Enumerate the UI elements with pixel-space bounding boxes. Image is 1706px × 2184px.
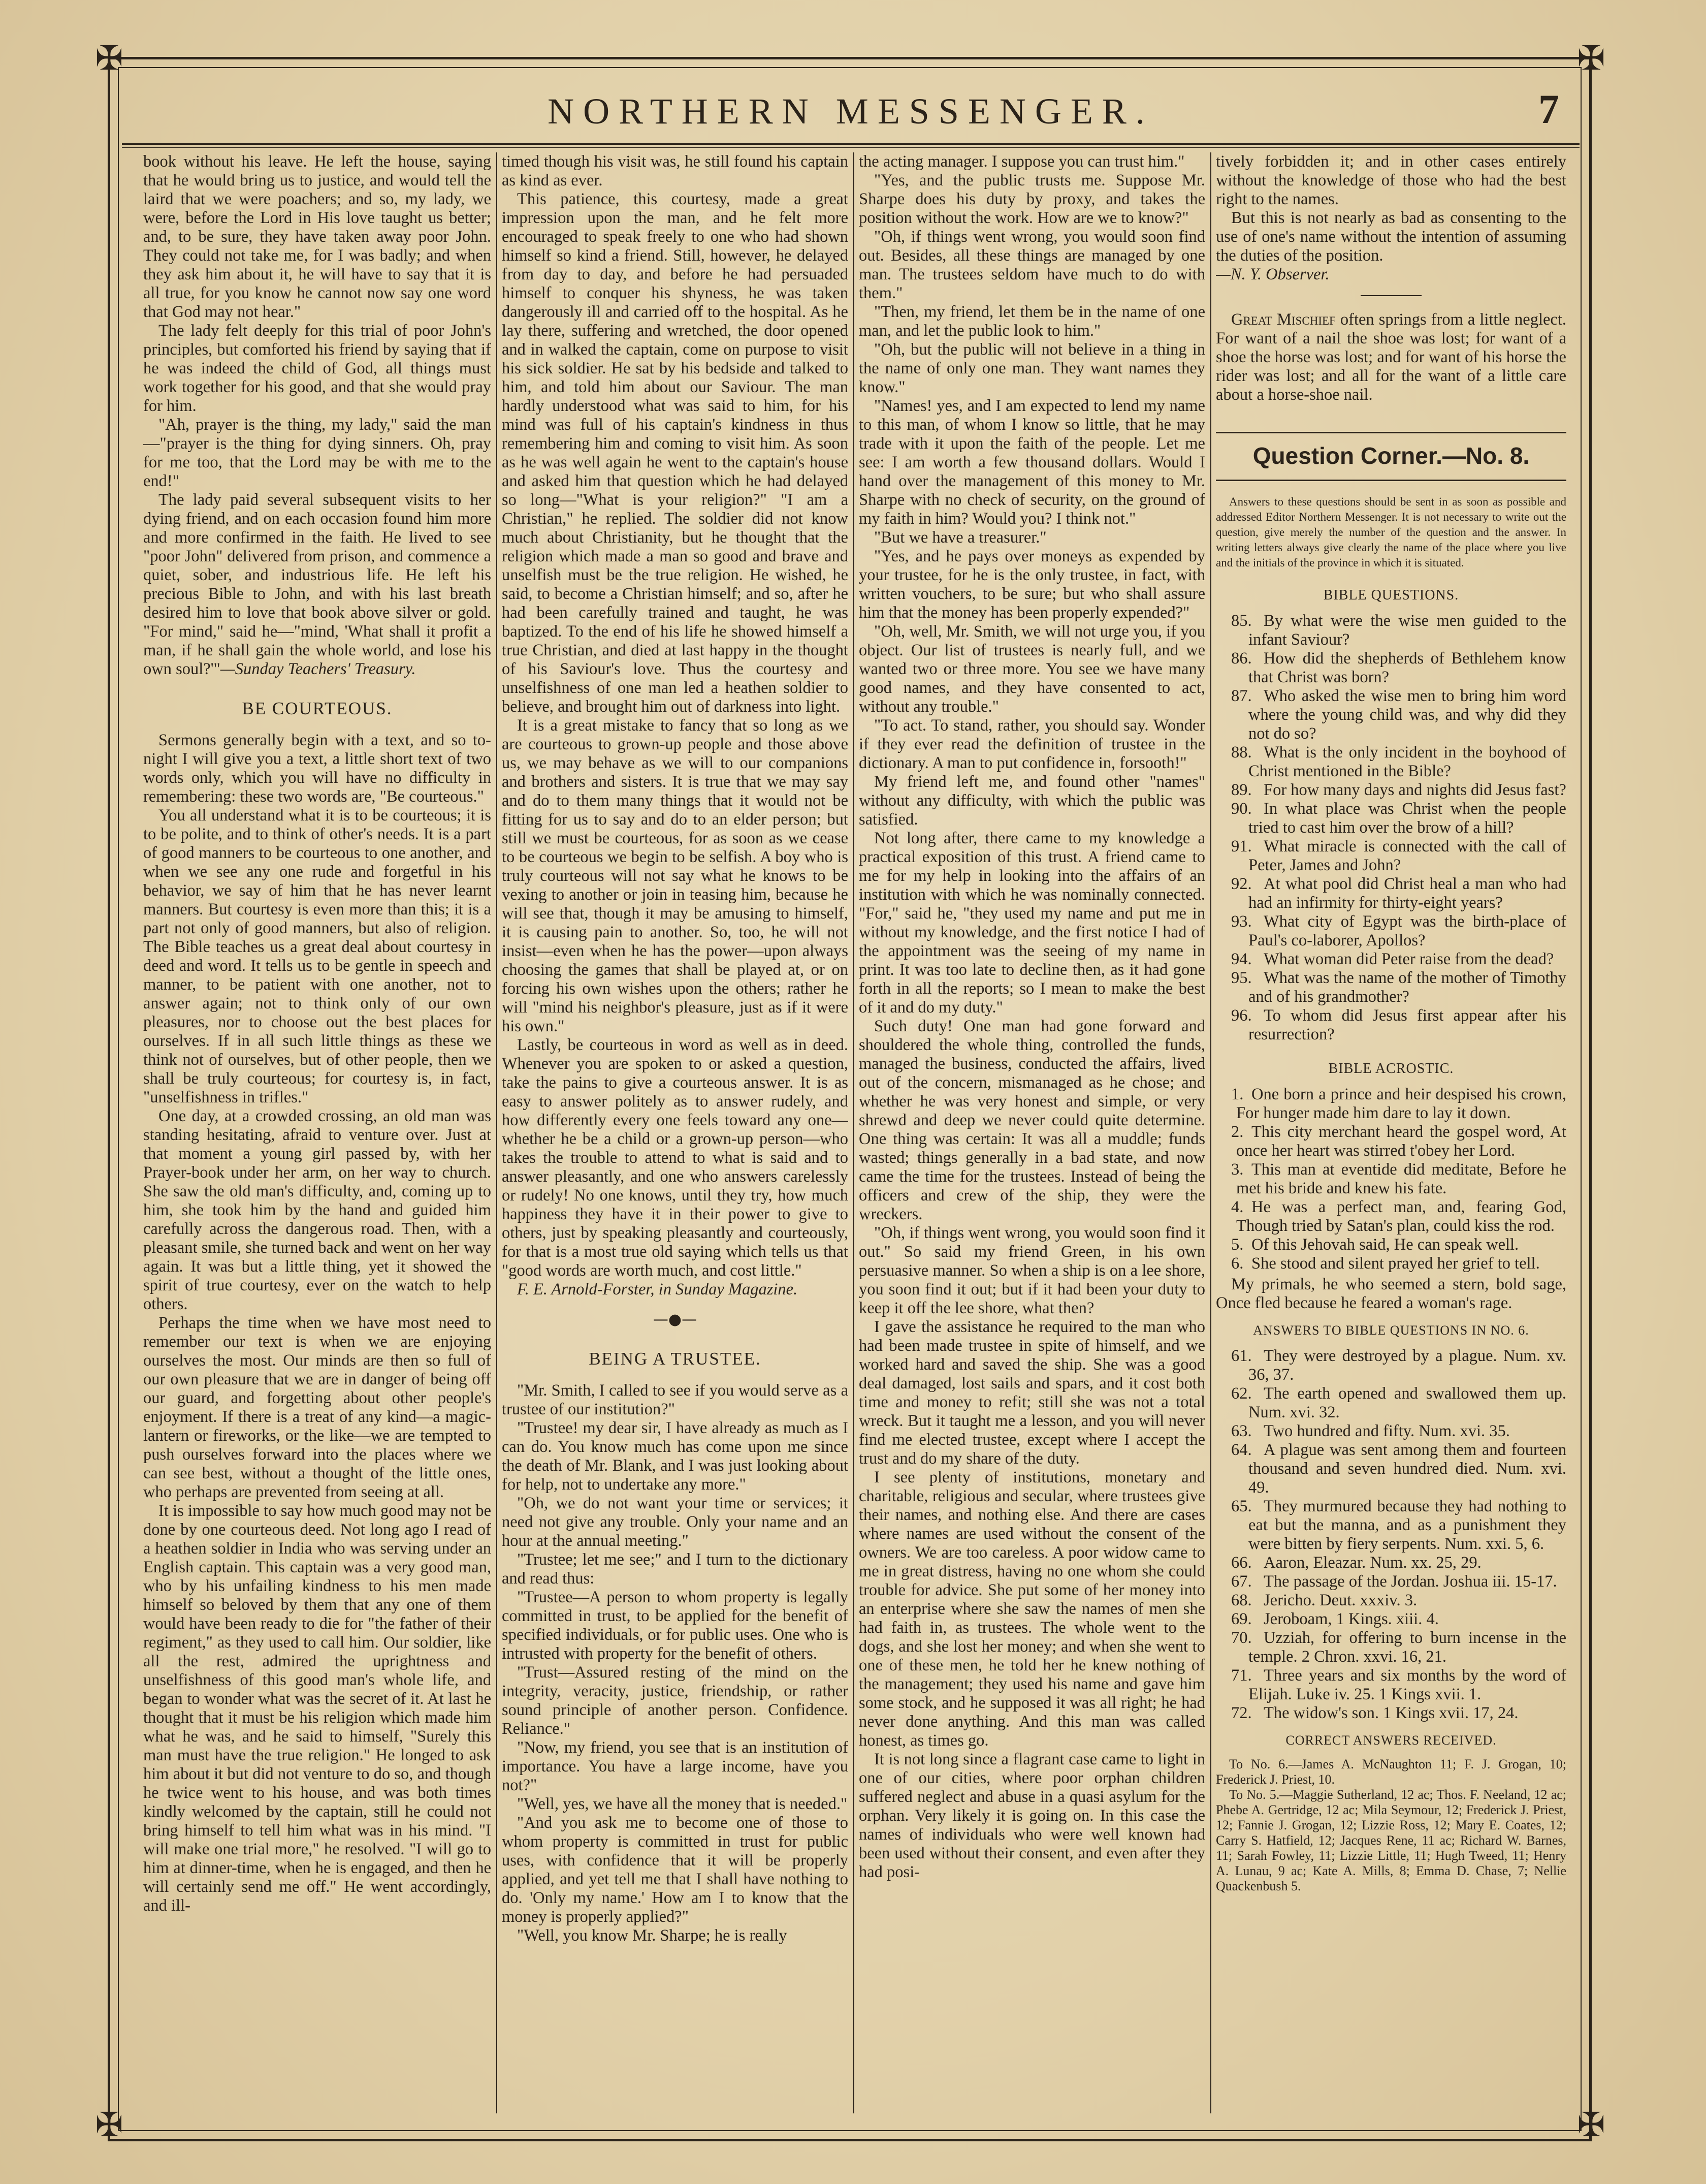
question-item [1216, 969, 1566, 1006]
section-divider-icon: —●— [653, 1311, 697, 1328]
question-item [1216, 743, 1566, 781]
question-item-number: 85. [1231, 612, 1252, 630]
article-heading: BE COURTEOUS. [242, 699, 393, 718]
acrostic-item-number: 2. [1231, 1123, 1244, 1141]
acrostic-closing: My primals, he who seemed a stern, bold sage, Once fled because he feared a woman's rage. [1216, 1275, 1566, 1312]
acrostic-item-number: 5. [1231, 1236, 1244, 1254]
answer-item-number: 71. [1231, 1666, 1252, 1685]
masthead-title: NORTHERN MESSENGER. [548, 91, 1154, 132]
acrostic-item-text: Of this Jehovah said, He can speak well. [1251, 1236, 1519, 1254]
answer-item-text: Aaron, Eleazar. Num. xx. 25, 29. [1264, 1554, 1482, 1572]
section-rule [1216, 432, 1566, 433]
acrostic-item-text: This city merchant heard the gospel word, At once her heart was stirred t'obey her Lord. [1236, 1123, 1566, 1160]
question-item [1216, 912, 1566, 950]
acrostic-item [1216, 1123, 1566, 1160]
correct-answers-list: To No. 6.—James A. McNaughton 11; F. J. Grogan, 10; Frederick J. Priest, 10. [1216, 1757, 1566, 1787]
answer-item-text: The widow's son. 1 Kings xvii. 17, 24. [1264, 1704, 1519, 1722]
question-item [1216, 781, 1566, 800]
question-item-text: At what pool did Christ heal a man who had had an infirmity for thirty-eight years? [1248, 875, 1566, 912]
paragraph: "Names! yes, and I am expected to lend my name to this man, of whom I know so little, that he may trade with it upon the faith of the people. Let me see: I am worth a few thousand dollars. Would I hand over the management of this money to Mr. Sharpe with no check of security, on the ground of my faith in him? Would you? I think not." [859, 397, 1205, 528]
paragraph: Not long after, there came to my knowledge a practical exposition of this trust. A friend came to me for my help in looking into the affairs of an institution with which he was nominally connected. "For," said he, "they used my name and put me in without my knowledge, and the first notice I had of the appointment was the seeing of my name in print. It was too late to decline then, as it had gone forth in all the reports; so I mean to make the best of it and do my duty." [859, 829, 1205, 1017]
paragraph: "And you ask me to become one of those to whom property is committed in trust for public uses, with confidence that it will be properly applied, and yet tell me that I shall have nothing to do. 'Only my name.' How am I to know that the money is properly applied?" [502, 1814, 848, 1926]
paragraph: I see plenty of institutions, monetary and charitable, religious and secular, where trustees give their names, and nothing else. And there are cases where names are used without the consent of the owners. We are too careless. A poor widow came to me in great distress, having no one whom she could trouble for advice. She put some of her money into an enterprise where she saw the names of men she had faith in, as trustees. The whole went to the dogs, and she lost her money; and when she went to one of these men, he told her he knew nothing of the management; they used his name and gave him some stock, and he supposed it was all right; he had never done anything. And this man was called honest, as times go. [859, 1468, 1205, 1750]
question-item-text: What woman did Peter raise from the dead? [1264, 950, 1554, 968]
paragraph: One day, at a crowded crossing, an old man was standing hesitating, afraid to venture over. Just at that moment a young girl passed by, with her Prayer-book under her arm, on her way to church. She saw the old man's difficulty, and, coming up to him, she took him by the hand and guided him carefully across the dangerous road. Then, with a pleasant smile, she turned back and went on her way again. It was but a little thing, yet it showed the spirit of true courtesy, ever on the watch to help others. [143, 1107, 491, 1313]
masthead-rule [122, 143, 1580, 145]
answer-item-number: 70. [1231, 1629, 1252, 1647]
question-item-text: What was the name of the mother of Timothy and of his grandmother? [1248, 969, 1566, 1006]
question-item-text: Who asked the wise men to bring him word where the young child was, and why did they not do so? [1248, 687, 1566, 743]
paragraph-text: often springs from a little neglect. For want of a nail the shoe was lost; for want of a shoe the horse was lost; and for want of his horse the rider was lost; and all for the want of a little care about a horse-shoe nail. [1216, 310, 1566, 404]
paragraph: "Oh, but the public will not believe in a thing in the name of only one man. They want names they know." [859, 340, 1205, 396]
answer-item [1216, 1384, 1566, 1422]
column-rule [1210, 152, 1211, 2113]
paragraph: You all understand what it is to be courteous; it is to be polite, and to think of other's needs. It is a part of good manners to be courteous to one another, and when we see any one rude and forgetful in his behavior, we say of him that he has never learnt manners. But courtesy is even more than this; it is a part not only of good manners, but also of religion. The Bible teaches us a great deal about courtesy in deed and word. It tells us to be gentle in speech and manner, to be patient with one another, not to answer again; not to think only of our own pleasures, nor to choose out the best places for ourselves. If in all such little things as these we think not of ourselves, but of other people, then we shall be truly courteous; for courtesy is, in fact, "unselfishness in trifles." [143, 806, 491, 1106]
paragraph: "Mr. Smith, I called to see if you would serve as a trustee of our institution?" [502, 1381, 848, 1418]
column-3 [859, 152, 1205, 2113]
question-item-text: By what were the wise men guided to the infant Saviour? [1248, 612, 1566, 649]
question-item [1216, 800, 1566, 837]
question-item-text: How did the shepherds of Bethlehem know that Christ was born? [1248, 649, 1566, 686]
question-item-text: What miracle is connected with the call of Peter, James and John? [1248, 837, 1566, 874]
column-4 [1216, 152, 1566, 2113]
page-number: 7 [1538, 86, 1559, 132]
paragraph: "Now, my friend, you see that is an institution of importance. You have a large income, have you not?" [502, 1738, 848, 1794]
paragraph: "Oh, well, Mr. Smith, we will not urge you, if you object. Our list of trustees is nearly full, and we wanted two or three more. You see we have many good names, and they have consented to act, without any trouble." [859, 622, 1205, 716]
paragraph: "Trustee! my dear sir, I have already as much as I can do. You know much has come upon me since the death of Mr. Blank, and I was just looking about for help, not to undertake any more." [502, 1419, 848, 1494]
question-list [1216, 612, 1566, 1044]
question-item-number: 94. [1231, 950, 1252, 968]
paragraph [143, 491, 491, 679]
question-item-number: 95. [1231, 969, 1252, 987]
correct-answers-list: To No. 5.—Maggie Sutherland, 12 ac; Thos. F. Neeland, 12 ac; Phebe A. Gertridge, 12 ac; Mila Seymour, 12; Frederick J. Priest, 12; Fannie J. Grogan, 12; Lizzie Ross, 12; Mary E. Coates, 12; Carry S. Hatfield, 12; Jacques Rene, 11 ac; Richard W. Barnes, 11; Sarah Fowley, 11; Lizzie Little, 11; Hugh Tweed, 11; Henry A. Lunau, 9 ac; Kate A. Mills, 8; Emma D. Chase, 7; Nellie Quackenbush 5. [1216, 1787, 1566, 1893]
paragraph: tively forbidden it; and in other cases entirely without the knowledge of those who had the best right to the names. [1216, 152, 1566, 208]
paragraph: "Trustee—A person to whom property is legally committed in trust, to be applied for the benefit of specified individuals, or for public uses. One who is intrusted with property for the benefit of others. [502, 1588, 848, 1663]
question-item-text: What city of Egypt was the birth-place of Paul's co-laborer, Apollos? [1248, 912, 1566, 949]
question-item-number: 92. [1231, 875, 1252, 893]
lead-in: Great Mischief [1231, 310, 1336, 329]
answer-item-number: 64. [1231, 1441, 1252, 1459]
bible-questions-heading: BIBLE QUESTIONS. [1323, 587, 1459, 603]
answer-item-text: Three years and six months by the word of Elijah. Luke iv. 25. 1 Kings xvii. 1. [1248, 1666, 1566, 1703]
answer-item-text: The passage of the Jordan. Joshua iii. 15-17. [1264, 1572, 1557, 1591]
paragraph: This patience, this courtesy, made a great impression upon the man, and he felt more encouraged to speak freely to one who had shown himself so kind a friend. Still, however, he delayed from day to day, and before he had persuaded himself to conquer his shyness, he was taken dangerously ill and carried off to the hospital. As he lay there, suffering and wretched, the door opened and in walked the captain, come on purpose to visit his sick soldier. He sat by his bedside and talked to him, and told him about our Saviour. The man hardly understood what was said to him, for his mind was full of his captain's kindness in thus remembering him and coming to visit him. As soon as he was well again he went to the captain's house and asked him that question which he had delayed so long—"What is your religion?" "I am a Christian," he replied. The soldier did not know much about Christianity, but he thought that the religion which made a man so good and brave and unselfish must be the true religion. He wished, he said, to become a Christian himself; and so, after he had been carefully trained and taught, he was baptized. To the end of his life he showed himself a true Christian, and died at last happy in the thought of his Saviour's love. Thus the courtesy and unselfishness of one man led a heathen soldier to believe, and brought him out of darkness into light. [502, 190, 848, 716]
acrostic-list [1216, 1085, 1566, 1273]
paragraph: Lastly, be courteous in word as well as in deed. Whenever you are spoken to or asked a question, take the pains to give a courteous answer. It is as easy to answer politely as to answer rudely, and how differently every one feels toward any one—whether he be a child or a grown-up person—who takes the trouble to attend to what is said and to answer pleasantly, and one who answers carelessly or rudely! No one knows, until they try, how much happiness they have it in their power to give to others, just by speaking pleasantly and courteously, for that is a most true old saying which tells us that "good words are worth much, and cost little." [502, 1036, 848, 1280]
question-item [1216, 687, 1566, 743]
corner-ornament-icon: ✠ [1577, 39, 1605, 78]
answer-item [1216, 1629, 1566, 1666]
paragraph: "To act. To stand, rather, you should say. Wonder if they ever read the definition of trustee in the dictionary. A man to put confidence in, forsooth!" [859, 716, 1205, 772]
paragraph: "Oh, we do not want your time or services; it need not give any trouble. Only your name and an hour at the annual meeting." [502, 1494, 848, 1550]
answer-item-number: 65. [1231, 1497, 1252, 1515]
instructions: Answers to these questions should be sent in as soon as possible and addressed Editor Northern Messenger. It is not necessary to write out the question, give merely the number of the question and the answer. In writing letters always give clearly the name of the place where you live and the initials of the province in which it is situated. [1216, 495, 1566, 569]
paragraph: "But we have a treasurer." [874, 528, 1047, 547]
answer-item [1216, 1591, 1566, 1610]
column-1 [143, 152, 491, 2113]
acrostic-item-text: He was a perfect man, and, fearing God, Though tried by Satan's plan, could kiss the rod. [1236, 1198, 1566, 1235]
answer-item [1216, 1666, 1566, 1704]
paragraph: "Oh, if things went wrong, you would soon find out. Besides, all these things are managed by one man. The trustees seldom have much to do with them." [859, 228, 1205, 302]
masthead [122, 76, 1580, 147]
paragraph: "Trust—Assured resting of the mind on the integrity, veracity, justice, friendship, or rather sound principle of another person. Confidence. Reliance." [502, 1663, 848, 1738]
answer-item [1216, 1497, 1566, 1554]
acrostic-item [1216, 1236, 1566, 1254]
paragraph: It is impossible to say how much good may not be done by one courteous deed. Not long ago I read of a heathen soldier in India who was serving under an English captain. This captain was a very good man, who by his unfailing kindness to his men made himself so beloved by them that any one of them would have been ready to die for "the father of their regiment," as they used to call him. Our soldier, like all the rest, admired the uprightness and unselfishness of this good man's whole life, and began to wonder what was the secret of it. At last he thought that it must be his religion which made him what he was, and he said to himself, "Surely this man must have the true religion." He longed to ask him about it but did not venture to do so, and though he twice went to his house, and was both times kindly welcomed by the captain, still he could not bring himself to tell him what was in his mind. "I will make one trial more," he resolved. "I will go to him at dinner-time, when he is engaged, and then he will certainly send me off." He went accordingly, and ill- [143, 1502, 491, 1915]
paragraph: "Yes, and the public trusts me. Suppose Mr. Sharpe does his duty by proxy, and takes the position without the work. How are we to know?" [859, 171, 1205, 227]
column-rule [853, 152, 854, 2113]
answer-item-number: 61. [1231, 1347, 1252, 1365]
paragraph: "Well, you know Mr. Sharpe; he is really [517, 1926, 787, 1945]
question-item [1216, 612, 1566, 649]
acrostic-item-number: 4. [1231, 1198, 1244, 1216]
question-item [1216, 649, 1566, 687]
paragraph: "Oh, if things went wrong, you would soon find it out." So said my friend Green, in his own persuasive manner. So when a ship is on a lee shore, you soon find it out; but if it had been your duty to keep it off the lee shore, what then? [859, 1224, 1205, 1317]
column-2 [502, 152, 848, 2113]
answer-item-text: A plague was sent among them and fourteen thousand and seven hundred died. Num. xvi. 49. [1248, 1441, 1566, 1497]
paragraph: "Yes, and he pays over moneys as expended by your trustee, for he is the only trustee, in fact, with written vouchers, to be sure; but who shall assure him that the money has been properly expended?" [859, 547, 1205, 622]
answer-item-number: 72. [1231, 1704, 1252, 1722]
paragraph: The lady felt deeply for this trial of poor John's principles, but comforted his friend by saying that if he was indeed the child of God, all things must work together for his good, and that she would pray for him. [143, 322, 491, 415]
paragraph: Sermons generally begin with a text, and so to-night I will give you a text, a little short text of two words only, which you will have no difficulty in remembering: these two words are, "Be courteous." [143, 731, 491, 806]
answer-item [1216, 1554, 1566, 1572]
article-heading: BEING A TRUSTEE. [589, 1349, 761, 1369]
acrostic-item [1216, 1085, 1566, 1123]
paragraph: the acting manager. I suppose you can trust him." [859, 152, 1185, 171]
source-credit: F. E. Arnold-Forster, in Sunday Magazine. [517, 1280, 798, 1299]
answer-item-text: They murmured because they had nothing to eat but the manna, and as a punishment they were bitten by fiery serpents. Num. xxi. 5, 6. [1248, 1497, 1566, 1553]
acrostic-item-number: 3. [1231, 1160, 1244, 1179]
paragraph: I gave the assistance he required to the man who had been made trustee in spite of himself, and we worked hard and saved the ship. She was a good deal damaged, lost sails and spars, and it cost both time and money to refit; still she was not a total wreck. But it taught me a lesson, and you will never find me elected trustee, except where I accept the trust and do my share of the duty. [859, 1318, 1205, 1468]
question-item-text: To whom did Jesus first appear after his resurrection? [1248, 1006, 1566, 1043]
bible-acrostic-heading: BIBLE ACROSTIC. [1328, 1061, 1454, 1077]
answer-item-text: Jericho. Deut. xxxiv. 3. [1264, 1591, 1418, 1609]
question-item-number: 91. [1231, 837, 1252, 856]
column-rule [496, 152, 497, 2113]
acrostic-item-number: 6. [1231, 1254, 1244, 1273]
answer-item-number: 62. [1231, 1384, 1252, 1403]
question-item-number: 89. [1231, 781, 1252, 799]
question-item [1216, 1006, 1566, 1044]
question-item-number: 96. [1231, 1006, 1252, 1025]
answer-item-number: 68. [1231, 1591, 1252, 1609]
acrostic-item [1216, 1160, 1566, 1198]
answers-heading: ANSWERS TO BIBLE QUESTIONS IN NO. 6. [1253, 1323, 1529, 1338]
answer-item-text: Two hundred and fifty. Num. xvi. 35. [1264, 1422, 1510, 1440]
paragraph: timed though his visit was, he still found his captain as kind as ever. [502, 152, 848, 189]
source-credit: —Sunday Teachers' Treasury. [220, 660, 416, 678]
question-item-text: In what place was Christ when the people tried to cast him over the brow of a hill? [1248, 800, 1566, 837]
answer-item-number: 63. [1231, 1422, 1252, 1440]
paragraph: "Trustee; let me see;" and I turn to the dictionary and read thus: [502, 1550, 848, 1588]
answer-list [1216, 1347, 1566, 1723]
acrostic-item [1216, 1198, 1566, 1236]
question-item-number: 86. [1231, 649, 1252, 668]
paragraph: It is a great mistake to fancy that so long as we are courteous to grown-up people and those above us, we may behave as we will to our companions and brothers and sisters. It is true that we may say and do to them many things that it would not be fitting for us to say and do to an elder person; but still we must be courteous, for as soon as we cease to be courteous we begin to be selfish. A boy who is truly courteous will not say what he knows to be vexing to another or join in teasing him, because he will see that, though it may be amusing to himself, it is causing pain to another. So, too, he will not insist—even when he has the power—upon always choosing the games that shall be played at, or on forcing his own wishes upon the others; rather he will "mind his neighbor's pleasure, just as if it were his own." [502, 716, 848, 1035]
paragraph: My friend left me, and found other "names" without any difficulty, with which the public was satisfied. [859, 773, 1205, 829]
paragraph: It is not long since a flagrant case came to light in one of our cities, where poor orphan children suffered neglect and abuse in a quasi asylum for the orphan. Very likely it is going on. In this case the names of individuals who were well known had been used without their consent, and even after they had posi- [859, 1750, 1205, 1881]
question-item-text: For how many days and nights did Jesus fast? [1264, 781, 1566, 799]
answer-item-number: 67. [1231, 1572, 1252, 1591]
answer-item-text: They were destroyed by a plague. Num. xv. 36, 37. [1248, 1347, 1566, 1384]
answer-item [1216, 1704, 1566, 1723]
answer-item [1216, 1347, 1566, 1384]
paragraph: Perhaps the time when we have most need to remember our text is when we are enjoying ourselves the most. Our minds are then so full of our own pleasure that we are in danger of being off our guard, and forgetting about other people's enjoyment. If there is a treat of any kind—a magic-lantern or fireworks, or the like—we are tempted to push ourselves forward into the places where we can see best, without a thought of the little ones, who perhaps are prevented from seeing at all. [143, 1314, 491, 1501]
question-item-number: 87. [1231, 687, 1252, 705]
acrostic-item-text: This man at eventide did meditate, Before he met his bride and knew his fate. [1236, 1160, 1566, 1197]
answer-item [1216, 1422, 1566, 1441]
answer-item-text: Jeroboam, 1 Kings. xiii. 4. [1264, 1610, 1439, 1628]
correct-answers-heading: CORRECT ANSWERS RECEIVED. [1285, 1733, 1497, 1748]
question-item-number: 90. [1231, 800, 1252, 818]
corner-ornament-icon: ✠ [95, 39, 123, 78]
question-item-number: 93. [1231, 912, 1252, 931]
question-item [1216, 837, 1566, 875]
paragraph: Such duty! One man had gone forward and shouldered the whole thing, controlled the funds, managed the business, conducted the affairs, lived out of the concern, mismanaged as he chose; and whether he was very honest and simple, or very shrewd and deep we never could quite determine. One thing was certain: It was all a muddle; funds wasted; things generally in a bad state, and now came the time for the trustees. Instead of being the officers and crew of the ship, they were the wreckers. [859, 1017, 1205, 1223]
masthead-rule-thin [122, 147, 1580, 148]
acrostic-item [1216, 1254, 1566, 1273]
paragraph: book without his leave. He left the house, saying that he would bring us to justice, and would tell the laird that we were poachers; and so, my lady, we were, before the Lord in His love taught us better; and, to be sure, they have taken away poor John. They could not take me, for I was badly; and when they ask him about it, he will have to say that it is all true, for you know he cannot now say one word that God may not hear." [143, 152, 491, 321]
paragraph [1216, 310, 1566, 404]
paragraph: "Then, my friend, let them be in the name of one man, and let the public look to him." [859, 303, 1205, 340]
answer-item-number: 69. [1231, 1610, 1252, 1628]
acrostic-item-number: 1. [1231, 1085, 1244, 1103]
answer-item-text: The earth opened and swallowed them up. Num. xvi. 32. [1248, 1384, 1566, 1421]
question-item-text: What is the only incident in the boyhood of Christ mentioned in the Bible? [1248, 743, 1566, 780]
paragraph: "Ah, prayer is the thing, my lady," said the man—"prayer is the thing for dying sinners. Oh, pray for me too, that the Lord may be with me to the end!" [143, 416, 491, 490]
corner-ornament-icon: ✠ [1577, 2105, 1605, 2144]
answer-item [1216, 1441, 1566, 1497]
question-item [1216, 950, 1566, 969]
answer-item [1216, 1572, 1566, 1591]
paragraph-text: The lady paid several subsequent visits to her dying friend, and on each occasion found him more and more confirmed in the faith. He lived to see "poor John" delivered from prison, and commence a quiet, sober, and industrious life. He left his precious Bible to John, and with his last breath desired him to love that book above silver or gold. "For mind," said he—"mind, 'What shall it profit a man, if he shall gain the whole world, and lose his own soul?'" [143, 491, 491, 678]
answer-item-number: 66. [1231, 1554, 1252, 1572]
answer-item-text: Uzziah, for offering to burn incense in the temple. 2 Chron. xxvi. 16, 21. [1248, 1629, 1566, 1666]
acrostic-item-text: She stood and silent prayed her grief to tell. [1251, 1254, 1540, 1273]
acrostic-item-text: One born a prince and heir despised his crown, For hunger made him dare to lay it down. [1236, 1085, 1566, 1122]
question-item [1216, 875, 1566, 912]
paragraph: But this is not nearly as bad as consenting to the use of one's name without the intention of assuming the duties of the position. [1216, 209, 1566, 265]
question-item-number: 88. [1231, 743, 1252, 762]
section-rule [1216, 480, 1566, 481]
source-credit: —N. Y. Observer. [1216, 265, 1330, 283]
question-corner-title: Question Corner.—No. 8. [1252, 442, 1530, 469]
answer-item [1216, 1610, 1566, 1629]
short-rule [1361, 295, 1422, 296]
paragraph: "Well, yes, we have all the money that is needed." [517, 1795, 848, 1813]
corner-ornament-icon: ✠ [95, 2105, 123, 2144]
